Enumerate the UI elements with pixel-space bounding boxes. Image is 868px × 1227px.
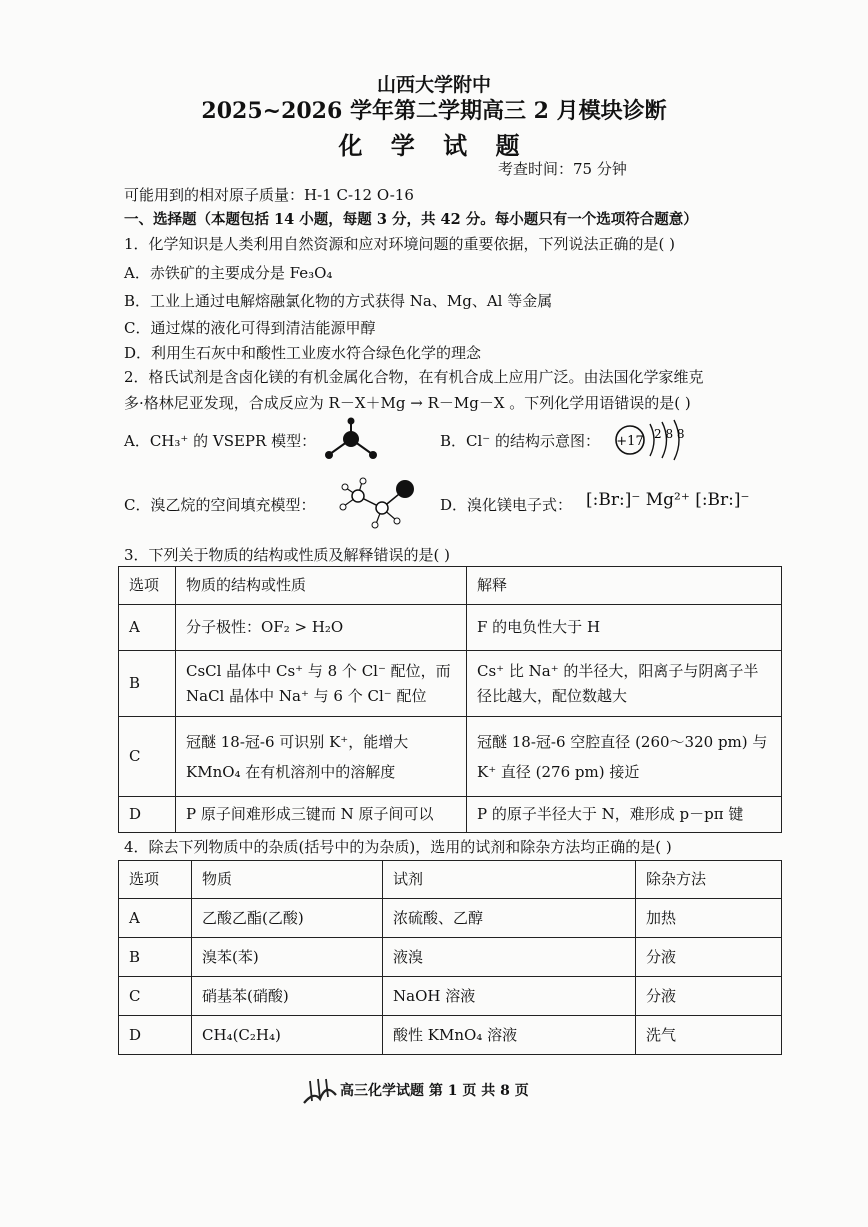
mgbr2-electron-formula: [:Br:]⁻ Mg²⁺ [:Br:]⁻ [586,490,750,510]
q4-header-cell: 除杂方法 [636,861,782,899]
q3-cell: F 的电负性大于 H [467,605,782,651]
chloride-structure-diagram [614,418,698,464]
q3-cell: P 的原子半径大于 N，难形成 p－pπ 键 [467,797,782,833]
q3-header-row [119,567,782,605]
q3-cell: B [119,651,176,717]
q3-cell: P 原子间难形成三键而 N 原子间可以 [176,797,467,833]
exam-subject: 化 学 试 题 [338,131,530,160]
q4-header-cell: 物质 [192,861,383,899]
q3-header-cell: 解释 [467,567,782,605]
q3-cell: D [119,797,176,833]
table-row [119,797,782,833]
q3-cell: C [119,717,176,797]
table-row [119,605,782,651]
q3-cell: 分子极性：OF₂ > H₂O [176,605,467,651]
q4-cell: C [119,977,192,1016]
exam-time: 考查时间：75 分钟 [498,160,627,178]
q4-cell: 分液 [636,938,782,977]
q1-option-d: D．利用生石灰中和酸性工业废水符合绿色化学的理念 [124,344,482,362]
q4-cell: CH₄(C₂H₄) [192,1016,383,1055]
q3-header-cell: 选项 [119,567,176,605]
q2-option-d: D．溴化镁电子式： [440,496,573,514]
q4-cell: 酸性 KMnO₄ 溶液 [383,1016,636,1055]
q2-stem-line2: 多·格林尼亚发现，合成反应为 R－X＋Mg → R－Mg－X 。下列化学用语错误的是( ) [124,394,691,412]
section-heading: 一、选择题（本题包括 14 小题，每题 3 分，共 42 分。每小题只有一个选项符合题意） [124,211,698,228]
table-row [119,1016,782,1055]
q2-stem-line1: 2．格氏试剂是含卤化镁的有机金属化合物，在有机合成上应用广泛。由法国化学家维克 [124,368,704,386]
table-row [119,717,782,797]
q3-header-cell: 物质的结构或性质 [176,567,467,605]
q4-cell: 分液 [636,977,782,1016]
q4-header-row [119,861,782,899]
q1-option-c: C．通过煤的液化可得到清洁能源甲醇 [124,319,376,337]
exam-term: 2025~2026 学年第二学期高三 2 月模块诊断 [201,98,667,124]
q4-cell: 加热 [636,899,782,938]
q4-cell: 浓硫酸、乙醇 [383,899,636,938]
vsepr-model-diagram [318,414,388,466]
footer-logo-icon [300,1073,340,1109]
q4-stem: 4．除去下列物质中的杂质(括号中的为杂质)，选用的试剂和除杂方法均正确的是( ) [124,838,672,856]
nucleus-charge: +17 [616,434,644,449]
q4-cell: 洗气 [636,1016,782,1055]
school-name: 山西大学附中 [376,74,491,96]
q1-option-a: A．赤铁矿的主要成分是 Fe₃O₄ [124,264,333,282]
q3-cell: CsCl 晶体中 Cs⁺ 与 8 个 Cl⁻ 配位，而 NaCl 晶体中 Na⁺ 与 6 个 Cl⁻ 配位 [176,651,467,717]
table-row [119,651,782,717]
table-row [119,899,782,938]
q4-cell: 乙酸乙酯(乙酸) [192,899,383,938]
q4-header-cell: 选项 [119,861,192,899]
q1-option-b: B．工业上通过电解熔融氯化物的方式获得 Na、Mg、Al 等金属 [124,292,553,310]
q4-cell: 溴苯(苯) [192,938,383,977]
q4-cell: A [119,899,192,938]
q3-table [118,566,782,833]
q4-cell: 硝基苯(硝酸) [192,977,383,1016]
atomic-mass-line: 可能用到的相对原子质量：H-1 C-12 O-16 [124,186,414,204]
q2-option-c: C．溴乙烷的空间填充模型： [124,496,316,514]
q4-table [118,860,782,1055]
q1-stem: 1．化学知识是人类利用自然资源和应对环境问题的重要依据，下列说法正确的是( ) [124,235,676,253]
q4-cell: NaOH 溶液 [383,977,636,1016]
q3-cell: Cs⁺ 比 Na⁺ 的半径大，阳离子与阴离子半 径比越大，配位数越大 [467,651,782,717]
q3-stem: 3．下列关于物质的结构或性质及解释错误的是( ) [124,546,451,564]
q2-option-b: B．Cl⁻ 的结构示意图： [440,432,600,450]
table-row [119,977,782,1016]
q3-cell: 冠醚 18-冠-6 空腔直径 (260～320 pm) 与 K⁺ 直径 (276 pm) 接近 [467,717,782,797]
q2-option-a: A．CH₃⁺ 的 VSEPR 模型： [124,432,317,450]
page-footer: 高三化学试题 第 1 页 共 8 页 [340,1083,529,1099]
bromoethane-model-diagram [336,474,420,530]
table-row [119,938,782,977]
q4-cell: 液溴 [383,938,636,977]
q4-header-cell: 试剂 [383,861,636,899]
q3-cell: A [119,605,176,651]
q3-cell: 冠醚 18-冠-6 可识别 K⁺，能增大 KMnO₄ 在有机溶剂中的溶解度 [176,717,467,797]
q4-cell: B [119,938,192,977]
q4-cell: D [119,1016,192,1055]
shell-electrons: 2 8 8 [654,427,685,441]
